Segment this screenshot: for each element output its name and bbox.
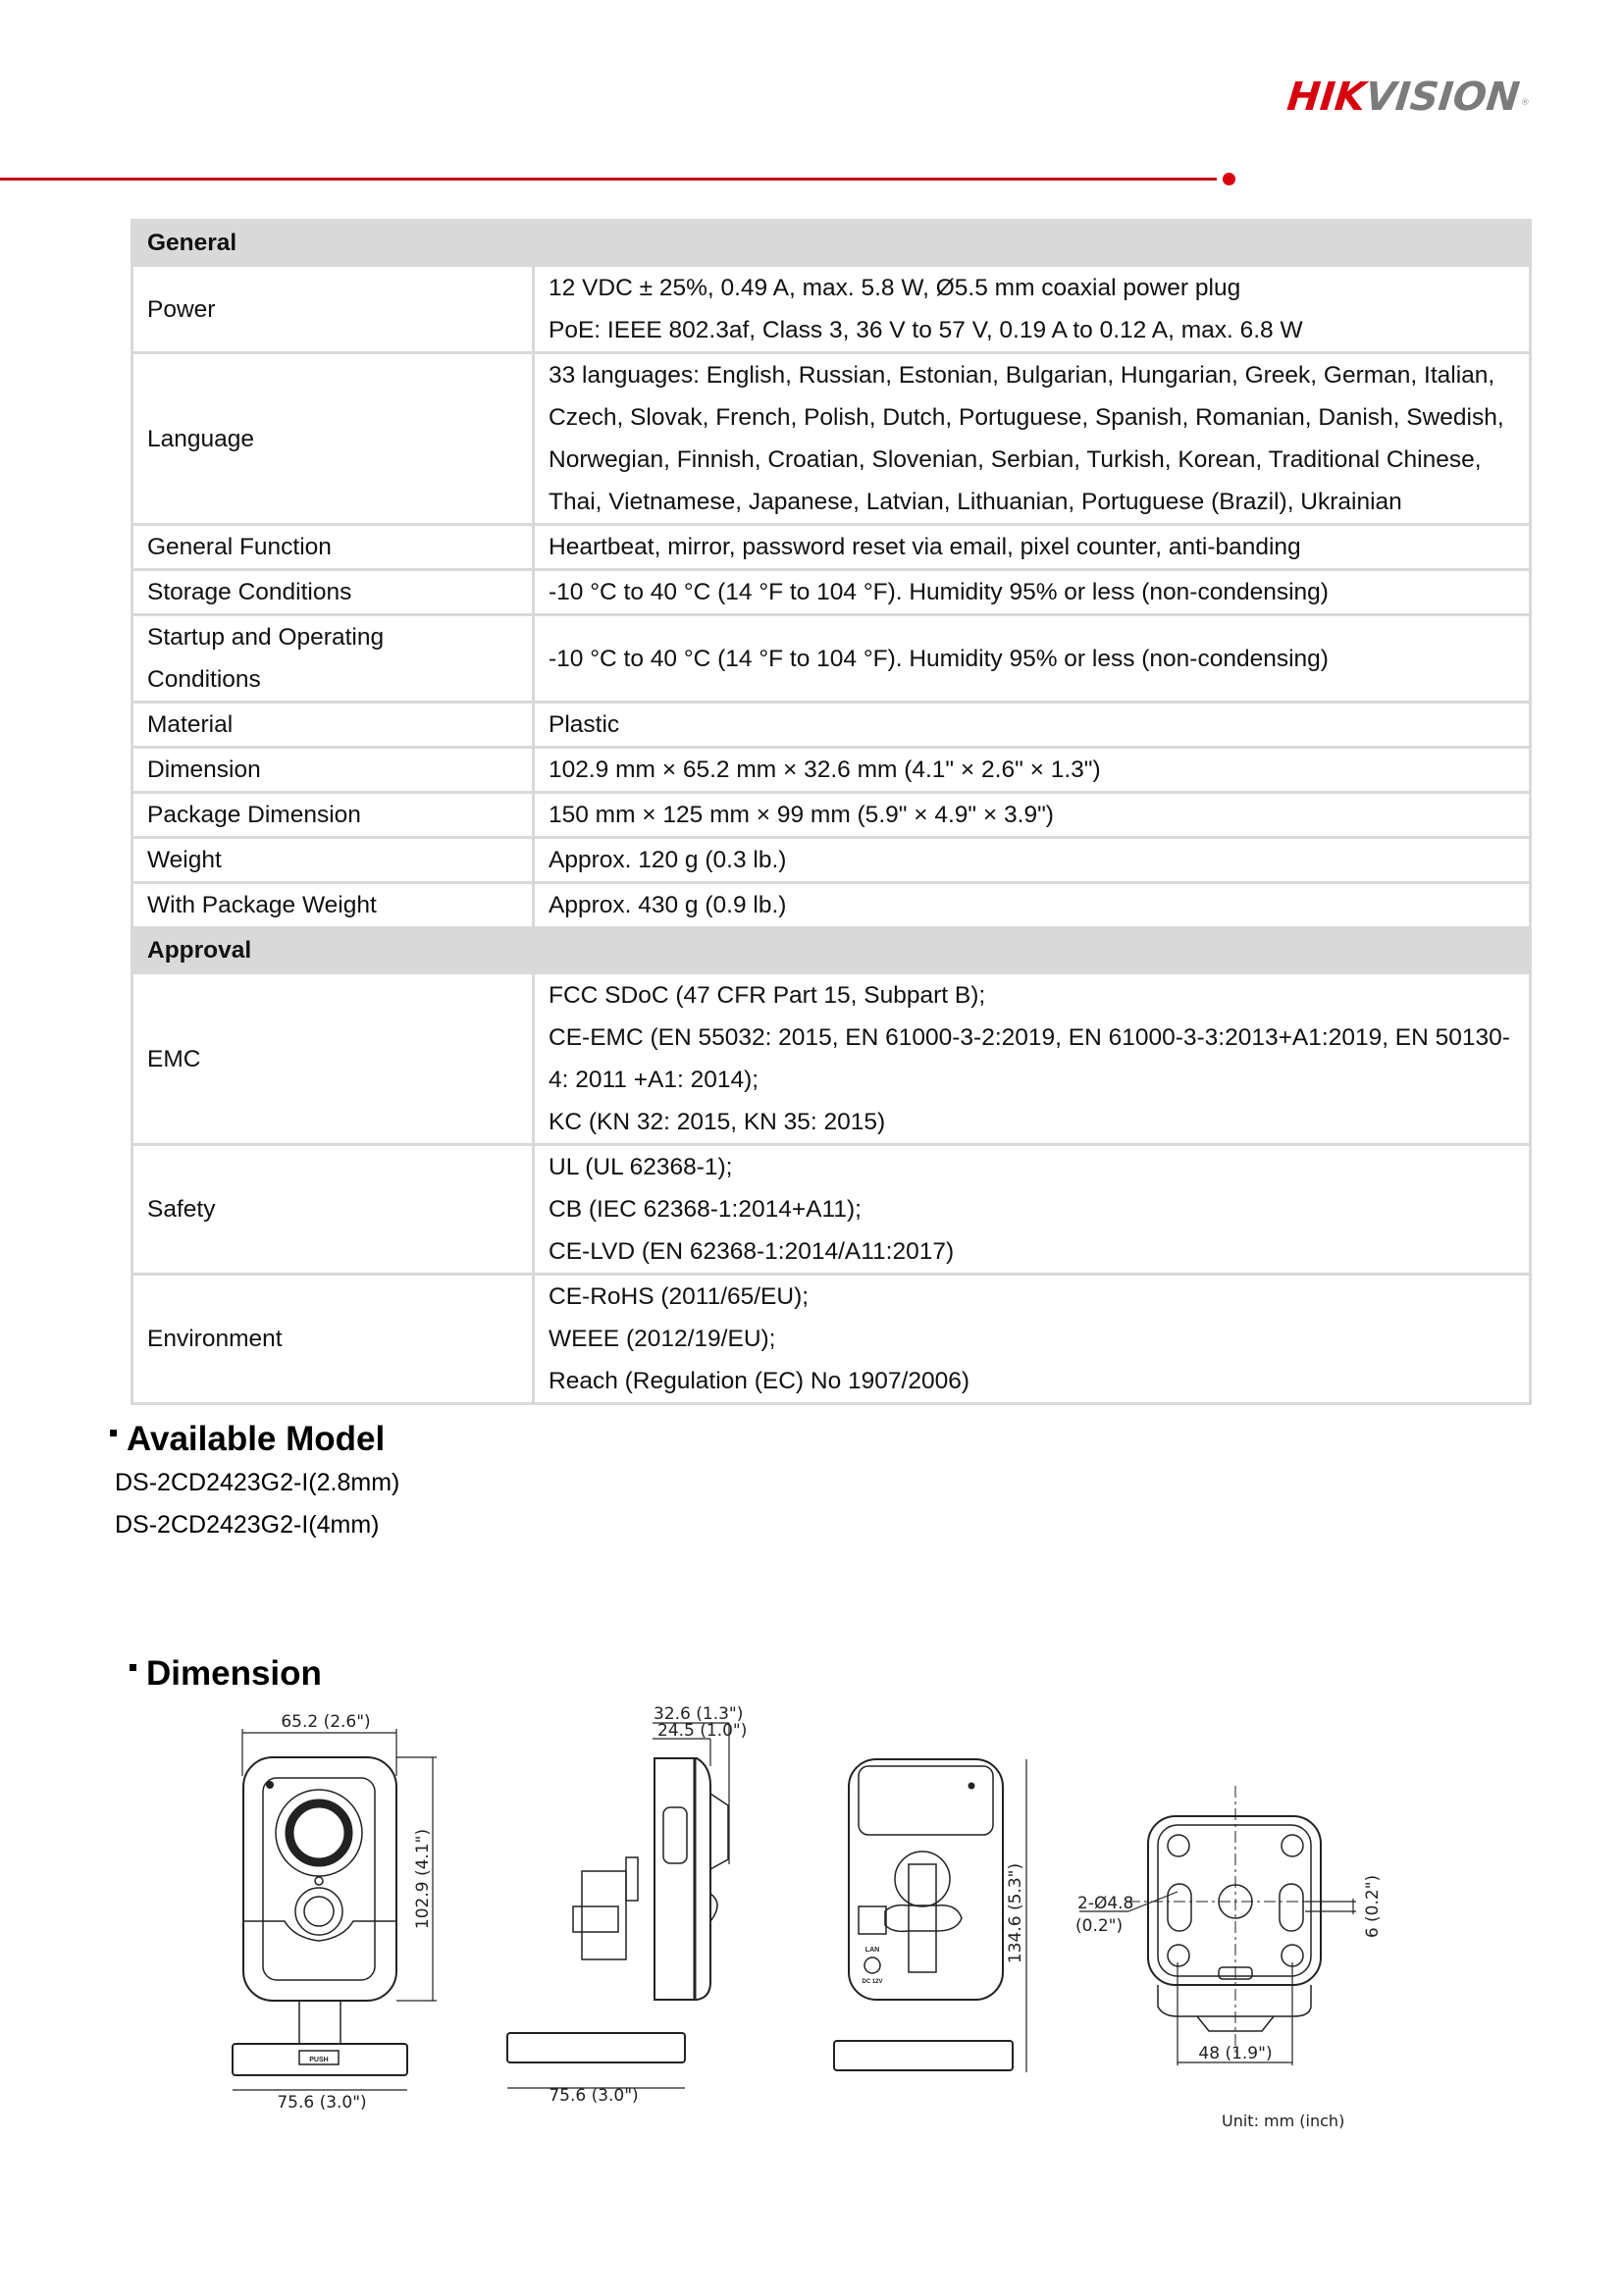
- offset-dimension-label: 6 (0.2"): [1363, 1874, 1383, 1939]
- screw-hole: [1168, 1945, 1189, 1966]
- spec-value-line: Thai, Vietnamese, Japanese, Latvian, Lithuanian, Portuguese (Brazil), Ukrainian: [549, 489, 1402, 515]
- spec-row-dimension: [132, 748, 1531, 793]
- mount-knob: [626, 1857, 638, 1901]
- spec-label: Dimension: [132, 748, 534, 793]
- width-dimension-label: 65.2 (2.6"): [281, 1712, 371, 1732]
- spec-row-package-dimension: [132, 793, 1531, 838]
- spec-label: With Package Weight: [132, 883, 534, 928]
- camera-rear-body: [849, 1759, 1003, 2000]
- unit-note: Unit: mm (inch): [1222, 2112, 1345, 2130]
- base-inner-outline: [1158, 1825, 1311, 1976]
- depth-dimension-label: 32.6 (1.3"): [654, 1704, 744, 1724]
- keyhole-slot: [1168, 1884, 1191, 1931]
- spec-row-emc: [132, 973, 1531, 1145]
- spec-value-line: CE-RoHS (2011/65/EU);: [549, 1283, 810, 1310]
- spec-value-line: UL (UL 62368-1);: [549, 1154, 733, 1180]
- header-divider-dot: [1223, 173, 1235, 185]
- spec-label: Material: [132, 703, 534, 748]
- spec-row-package-weight: [132, 883, 1531, 928]
- spec-value-line: 12 VDC ± 25%, 0.49 A, max. 5.8 W, Ø5.5 mm coaxial power plug: [549, 275, 1241, 301]
- spec-row-environment: [132, 1275, 1531, 1404]
- spec-value-line: 33 languages: English, Russian, Estonian, Bulgarian, Hungarian, Greek, German, Italian,: [549, 362, 1495, 389]
- spec-label: Package Dimension: [132, 793, 534, 838]
- stand-arm: [909, 1864, 936, 1972]
- dimension-drawings: [0, 1688, 1623, 2159]
- spec-value-line: Norwegian, Finnish, Croatian, Slovenian, Serbian, Turkish, Korean, Traditional Chinese,: [549, 446, 1482, 473]
- body-depth-dimension-label: 24.5 (1.0"): [657, 1721, 748, 1741]
- bullet-icon: [130, 1664, 136, 1671]
- base-outline: [1148, 1816, 1321, 1985]
- spec-value: [534, 1145, 1531, 1275]
- spec-row-power: [132, 266, 1531, 353]
- screw-hole: [1168, 1835, 1189, 1856]
- spec-value-line: WEEE (2012/19/EU);: [549, 1326, 776, 1352]
- hikvision-logo: [1285, 75, 1531, 120]
- dimension-title: Dimension: [146, 1654, 322, 1693]
- spec-row-weight: [132, 838, 1531, 883]
- spec-label: EMC: [132, 973, 534, 1145]
- spec-value-line: 4: 2011 +A1: 2014);: [549, 1067, 759, 1093]
- spec-value-line: Czech, Slovak, French, Polish, Dutch, Portuguese, Spanish, Romanian, Danish, Swedish,: [549, 404, 1504, 431]
- available-model-heading: [110, 1420, 385, 1459]
- section-title: General: [132, 221, 1531, 266]
- stand-base: [507, 2033, 685, 2062]
- spec-row-language: [132, 353, 1531, 525]
- specification-table: [131, 219, 1532, 1405]
- spec-value: [534, 266, 1531, 353]
- spec-value: Heartbeat, mirror, password reset via email, pixel counter, anti-banding: [534, 525, 1531, 570]
- spec-value: 150 mm × 125 mm × 99 mm (5.9" × 4.9" × 3.9"): [534, 793, 1531, 838]
- spec-label: Environment: [132, 1275, 534, 1404]
- lan-port-label: LAN: [864, 1947, 880, 1954]
- spec-label: Weight: [132, 838, 534, 883]
- rear-top-panel: [859, 1766, 993, 1835]
- spec-label: [132, 615, 534, 703]
- camera-face-panel: [263, 1778, 375, 1980]
- indicator-dot: [267, 1782, 273, 1788]
- spec-value: [534, 973, 1531, 1145]
- spec-label: General Function: [132, 525, 534, 570]
- spec-value: [534, 1275, 1531, 1404]
- base-front-edge: [1158, 1985, 1311, 2016]
- dc-port-label: DC 12V: [862, 1979, 883, 1985]
- spec-value-line: Reach (Regulation (EC) No 1907/2006): [549, 1368, 969, 1394]
- model-item: DS-2CD2423G2-I(2.8mm): [115, 1469, 400, 1496]
- spacing-dimension-label: 48 (1.9"): [1198, 2044, 1273, 2063]
- section-header-general: [132, 221, 1531, 266]
- spec-label: Safety: [132, 1145, 534, 1275]
- section-header-approval: [132, 928, 1531, 973]
- lens: [289, 1803, 348, 1862]
- spec-label: Storage Conditions: [132, 570, 534, 615]
- spec-value-line: CE-EMC (EN 55032: 2015, EN 61000-3-2:2019, EN 61000-3-3:2013+A1:2019, EN 50130-: [549, 1024, 1510, 1051]
- bottom-view-drawing: [1075, 1786, 1383, 2065]
- stand-clamp: [573, 1906, 618, 1932]
- spec-label: Power: [132, 266, 534, 353]
- stand-arm: [582, 1871, 626, 1959]
- light-sensor: [315, 1877, 323, 1885]
- face-panel-split: [243, 1921, 396, 1941]
- spec-value: -10 °C to 40 °C (14 °F to 104 °F). Humidity 95% or less (non-condensing): [534, 570, 1531, 615]
- screw-hole: [1282, 1835, 1303, 1856]
- side-view-drawing: [507, 1704, 747, 2106]
- spec-value: -10 °C to 40 °C (14 °F to 104 °F). Humidity 95% or less (non-condensing): [534, 615, 1531, 703]
- model-item: DS-2CD2423G2-I(4mm): [115, 1511, 380, 1539]
- spec-value: Plastic: [534, 703, 1531, 748]
- height-dimension-label: 102.9 (4.1"): [413, 1828, 433, 1930]
- spec-row-material: [132, 703, 1531, 748]
- camera-body-outline: [243, 1757, 396, 2001]
- spec-value: Approx. 430 g (0.9 lb.): [534, 883, 1531, 928]
- spec-value-line: KC (KN 32: 2015, KN 35: 2015): [549, 1109, 886, 1135]
- lan-port: [859, 1906, 886, 1934]
- spec-value-line: FCC SDoC (47 CFR Part 15, Subpart B);: [549, 982, 986, 1009]
- height-dimension-label: 134.6 (5.3"): [1006, 1862, 1025, 1964]
- bullet-icon: [110, 1430, 117, 1436]
- spec-value: 102.9 mm × 65.2 mm × 32.6 mm (4.1" × 2.6" × 1.3"): [534, 748, 1531, 793]
- spec-label-line: Startup and Operating: [147, 624, 385, 651]
- hole-dimension-inch-label: (0.2"): [1075, 1916, 1124, 1936]
- base-dimension-label: 75.6 (3.0"): [549, 2086, 639, 2106]
- base-dimension-label: 75.6 (3.0"): [277, 2093, 367, 2113]
- registered-mark: ®: [1520, 98, 1531, 108]
- spec-value-line: PoE: IEEE 802.3af, Class 3, 36 V to 57 V, 0.19 A to 0.12 A, max. 6.8 W: [549, 317, 1303, 343]
- stand-clamp: [885, 1905, 962, 1932]
- spec-value-line: CB (IEC 62368-1:2014+A11);: [549, 1196, 862, 1223]
- header-divider-line: [0, 178, 1217, 181]
- side-label-plate: [663, 1807, 687, 1863]
- spec-row-storage-conditions: [132, 570, 1531, 615]
- spec-label: Language: [132, 353, 534, 525]
- keyhole-slot: [1280, 1884, 1303, 1931]
- stand-neck: [299, 2001, 340, 2044]
- spec-row-startup-operating-conditions: [132, 615, 1531, 703]
- rear-view-drawing: [834, 1759, 1026, 2072]
- lens-hood: [710, 1794, 728, 1869]
- spec-value: [534, 353, 1531, 525]
- pir-dome: [710, 1894, 717, 1921]
- camera-side-body: [654, 1758, 710, 2000]
- spec-value: Approx. 120 g (0.3 lb.): [534, 838, 1531, 883]
- push-button-label: PUSH: [309, 2057, 329, 2063]
- spec-row-general-function: [132, 525, 1531, 570]
- stand-base: [834, 2041, 1013, 2070]
- pir-sensor-ring: [295, 1888, 342, 1935]
- front-view-drawing: [233, 1712, 437, 2113]
- section-title: Approval: [132, 928, 1531, 973]
- mount-socket: [895, 1852, 950, 1906]
- spec-row-safety: [132, 1145, 1531, 1275]
- hole-dimension-label: 2-Ø4.8: [1077, 1894, 1134, 1913]
- reset-hole: [969, 1784, 974, 1789]
- spec-value-line: CE-LVD (EN 62368-1:2014/A11:2017): [549, 1238, 955, 1265]
- dimension-drawing-canvas: [0, 1688, 1623, 2159]
- logo-vision: VISION: [1362, 75, 1522, 120]
- pir-sensor: [304, 1897, 334, 1926]
- available-model-title: Available Model: [127, 1420, 386, 1458]
- spec-label-line: Conditions: [147, 666, 261, 693]
- dc-power-port: [864, 1957, 880, 1973]
- logo-hik: HIK: [1284, 75, 1368, 120]
